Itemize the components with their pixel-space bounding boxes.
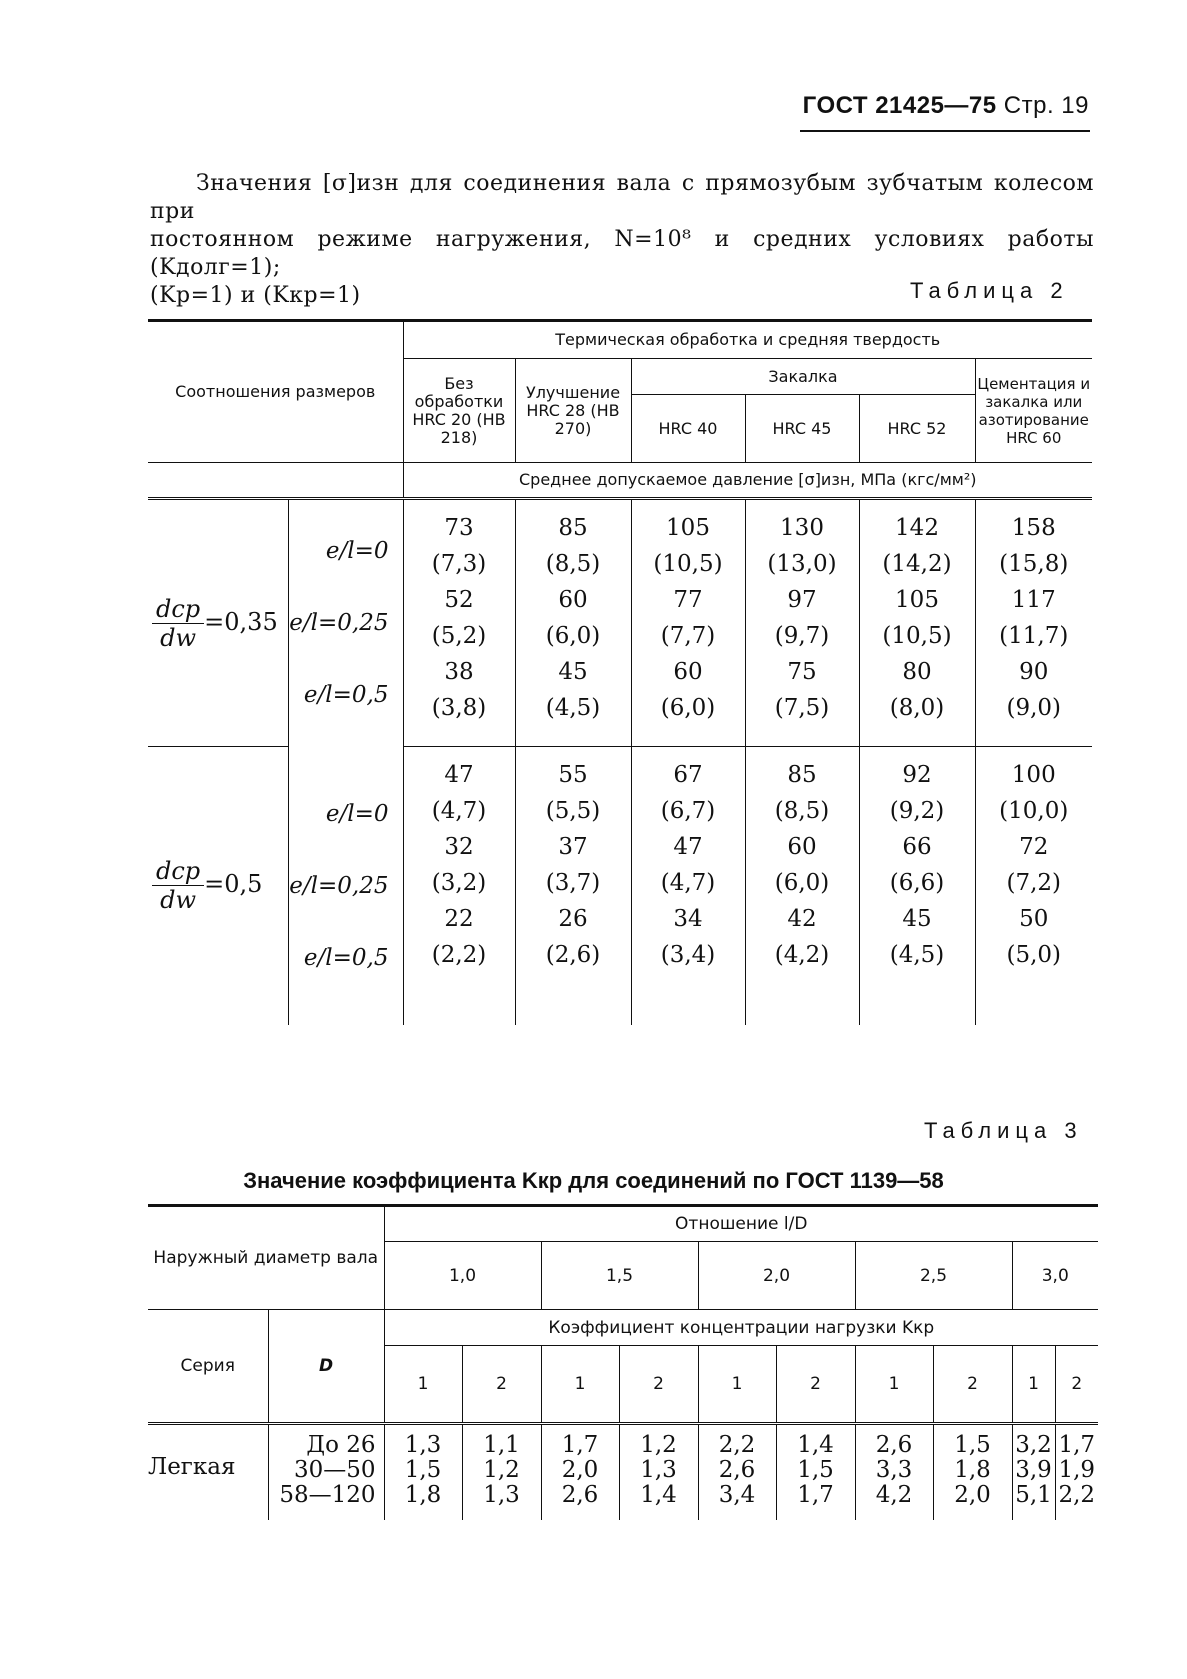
ratio-ld-label: Отношение l/D [384, 1206, 1098, 1242]
value-column: 47 (4,7) 32 (3,2) 22 (2,2) [403, 747, 515, 1025]
ratio-value: =0,5 [204, 870, 263, 899]
value-column: 85 (8,5) 60 (6,0) 45 (4,5) [515, 499, 631, 747]
value-column: 158 (15,8) 117 (11,7) 90 (9,0) [975, 499, 1092, 747]
ratio-numerator: dср [152, 857, 204, 886]
el-label: e/l=0,25 [289, 872, 389, 899]
col-improvement: Улучшение HRC 28 (HB 270) [515, 359, 631, 463]
value-column: 92 (9,2) 66 (6,6) 45 (4,5) [859, 747, 975, 1025]
subcol: 1 [1012, 1346, 1055, 1424]
col-hrc52: HRC 52 [859, 395, 975, 463]
subcol: 1 [855, 1346, 933, 1424]
value-column: 100 (10,0) 72 (7,2) 50 (5,0) [975, 747, 1092, 1025]
el-labels-1 [288, 499, 403, 747]
value-column: 73 (7,3) 52 (5,2) 38 (3,8) [403, 499, 515, 747]
k-values: 2,6 3,3 4,2 [855, 1424, 933, 1520]
el-label: e/l=0,5 [303, 682, 389, 709]
d-values: До 26 30—50 58—120 [268, 1424, 384, 1520]
ratio-col: 1,0 [384, 1242, 541, 1310]
ratio-cell-2 [148, 747, 288, 1025]
col-hrc45: HRC 45 [745, 395, 859, 463]
table3-caption: Таблица 3 [924, 1118, 1083, 1143]
series-light: Легкая [148, 1424, 268, 1520]
subheader-pressure: Среднее допускаемое давление [σ]изн, МПа (кгс/мм²) [403, 463, 1092, 499]
k-values: 1,7 2,0 2,6 [541, 1424, 619, 1520]
value-column: 55 (5,5) 37 (3,7) 26 (2,6) [515, 747, 631, 1025]
ratio-denominator: dw [160, 623, 197, 652]
ratio-col: 1,5 [541, 1242, 698, 1310]
k-values: 1,5 1,8 2,0 [933, 1424, 1012, 1520]
k-values: 3,2 3,9 5,1 [1012, 1424, 1055, 1520]
value-column: 142 (14,2) 105 (10,5) 80 (8,0) [859, 499, 975, 747]
subcol: 2 [933, 1346, 1012, 1424]
k-values: 2,2 2,6 3,4 [698, 1424, 776, 1520]
ratio-numerator: dср [152, 595, 204, 624]
coef-label: Коэффициент концентрации нагрузки Kкр [384, 1310, 1098, 1346]
running-header [803, 92, 1089, 120]
ratio-denominator: dw [160, 886, 197, 915]
el-label: e/l=0 [325, 538, 389, 565]
el-labels-2 [288, 747, 403, 1025]
intro-line-1: Значения [σ]изн для соединения вала с прямозубым зубчатым колесом при [150, 171, 1094, 224]
table-2 [148, 319, 1092, 1025]
subcol: 1 [541, 1346, 619, 1424]
subcol: 2 [776, 1346, 855, 1424]
el-label: e/l=0,25 [289, 610, 389, 637]
k-values: 1,4 1,5 1,7 [776, 1424, 855, 1520]
subcol: 1 [384, 1346, 462, 1424]
col-zakalka: Закалка [631, 359, 975, 395]
col-no-treatment: Без обработки HRC 20 (HB 218) [403, 359, 515, 463]
subcol: 2 [1055, 1346, 1098, 1424]
col-cementation: Цементация и закалка или азотирование HRC 60 [975, 359, 1092, 463]
ratio-fraction [152, 595, 204, 652]
subheader-blank [148, 463, 403, 499]
header-rule [800, 130, 1090, 132]
col-group-label: Термическая обработка и средняя твердость [403, 321, 1092, 359]
gost-number: ГОСТ 21425—75 [802, 92, 997, 119]
table-3 [148, 1204, 1098, 1520]
el-label: e/l=0,5 [303, 944, 389, 971]
intro-line-3: (Kр=1) и (Kкр=1) [150, 283, 361, 308]
el-label: e/l=0 [325, 800, 389, 827]
col-hrc40: HRC 40 [631, 395, 745, 463]
table3-title: Значение коэффициента Kкр для соединений по ГОСТ 1139—58 [243, 1168, 944, 1193]
value-column: 67 (6,7) 47 (4,7) 34 (3,4) [631, 747, 745, 1025]
k-values: 1,7 1,9 2,2 [1055, 1424, 1098, 1520]
d-label: D [268, 1310, 384, 1424]
value-column: 130 (13,0) 97 (9,7) 75 (7,5) [745, 499, 859, 747]
value-column: 105 (10,5) 77 (7,7) 60 (6,0) [631, 499, 745, 747]
intro-line-2: постоянном режиме нагружения, N=10⁸ и средних условиях работы (Kдолг=1); [150, 227, 1094, 280]
ratio-fraction [152, 857, 204, 914]
ratio-cell-1 [148, 499, 288, 747]
row-header: Соотношения размеров [148, 321, 403, 463]
value-column: 85 (8,5) 60 (6,0) 42 (4,2) [745, 747, 859, 1025]
series-label: Серия [148, 1310, 268, 1424]
outer-diameter-label: Наружный диаметр вала [148, 1206, 384, 1310]
page-number: Стр. 19 [1003, 92, 1089, 119]
ratio-value: =0,35 [204, 607, 278, 636]
subcol: 2 [619, 1346, 698, 1424]
k-values: 1,1 1,2 1,3 [462, 1424, 541, 1520]
k-values: 1,3 1,5 1,8 [384, 1424, 462, 1520]
subcol: 1 [698, 1346, 776, 1424]
ratio-col: 3,0 [1012, 1242, 1098, 1310]
ratio-col: 2,5 [855, 1242, 1012, 1310]
ratio-col: 2,0 [698, 1242, 855, 1310]
k-values: 1,2 1,3 1,4 [619, 1424, 698, 1520]
subcol: 2 [462, 1346, 541, 1424]
table2-caption: Таблица 2 [910, 278, 1069, 303]
